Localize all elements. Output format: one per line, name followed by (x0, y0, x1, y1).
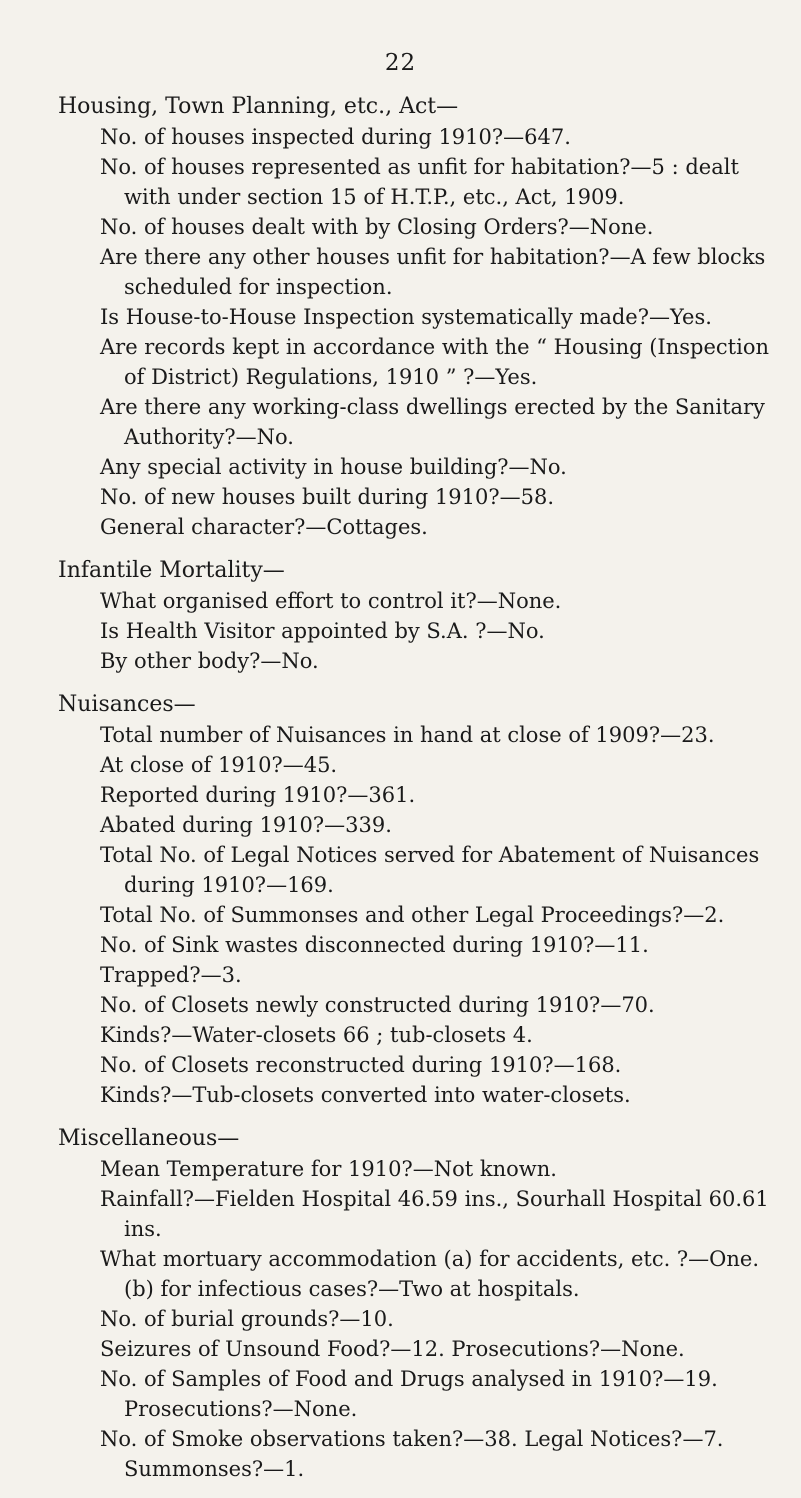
text-line: Seizures of Unsound Food?—12. Prosecutions?—None. (100, 1337, 685, 1361)
text-line: Rainfall?—Fielden Hospital 46.59 ins., Sourhall Hospital 60.61 ins. (100, 1187, 769, 1241)
text-line: No. of new houses built during 1910?—58. (100, 485, 555, 509)
text-line: What organised effort to control it?—None. (100, 589, 562, 613)
section-heading: Infantile Mortality— (58, 558, 285, 583)
document-body (58, 92, 778, 1498)
text-line: Are there any other houses unfit for habitation?—A few blocks scheduled for inspection. (100, 245, 766, 299)
text-line: Reported during 1910?—361. (100, 783, 416, 807)
text-line: Kinds?—Water-closets 66 ; tub-closets 4. (100, 1023, 533, 1047)
text-line: Are records kept in accordance with the “ Housing (Inspection of District) Regulations, 1910 ” ?—Yes. (100, 335, 769, 389)
section-infantile-mortality (58, 556, 778, 676)
text-line: Are there any working-class dwellings erected by the Sanitary Authority?—No. (100, 395, 765, 449)
text-line: No. of Closets reconstructed during 1910?—168. (100, 1053, 622, 1077)
text-line: Any special activity in house building?—No. (100, 455, 567, 479)
text-line: What mortuary accommodation (a) for accidents, etc. ?—One. (b) for infectious cases?—Two at hospitals. (100, 1247, 760, 1301)
section-lines (58, 720, 778, 1110)
text-line: No. of Sink wastes disconnected during 1910?—11. (100, 933, 649, 957)
section-lines (58, 1154, 778, 1484)
text-line: No. of Closets newly constructed during 1910?—70. (100, 993, 655, 1017)
text-line: Total No. of Summonses and other Legal Proceedings?—2. (100, 903, 725, 927)
text-line: Trapped?—3. (100, 963, 242, 987)
text-line: No. of Samples of Food and Drugs analysed in 1910?—19. Prosecutions?—None. (100, 1367, 718, 1421)
section-heading: Miscellaneous— (58, 1126, 240, 1151)
text-line: Kinds?—Tub-closets converted into water-closets. (100, 1083, 631, 1107)
section-nuisances (58, 690, 778, 1110)
text-line: General character?—Cottages. (100, 515, 428, 539)
section-lines (58, 122, 778, 542)
text-line: Total number of Nuisances in hand at close of 1909?—23. (100, 723, 715, 747)
section-housing (58, 92, 778, 542)
text-line: At close of 1910?—45. (100, 753, 338, 777)
text-line: By other body?—No. (100, 649, 319, 673)
text-line: Abated during 1910?—339. (100, 813, 392, 837)
text-line: No. of burial grounds?—10. (100, 1307, 394, 1331)
text-line: Total No. of Legal Notices served for Abatement of Nuisances during 1910?—169. (100, 843, 760, 897)
text-line: Is House-to-House Inspection systematically made?—Yes. (100, 305, 712, 329)
text-line: No. of Smoke observations taken?—38. Legal Notices?—7. Summonses?—1. (100, 1427, 724, 1481)
text-line: No. of houses represented as unfit for habitation?—5 : dealt with under section 15 of H.T.P., etc., Act, 1909. (100, 155, 739, 209)
section-lines (58, 586, 778, 676)
text-line: Mean Temperature for 1910?—Not known. (100, 1157, 557, 1181)
text-line: Is Health Visitor appointed by S.A. ?—No. (100, 619, 545, 643)
section-heading: Housing, Town Planning, etc., Act— (58, 94, 459, 119)
page-number: 22 (384, 50, 417, 76)
text-line: No. of houses dealt with by Closing Orders?—None. (100, 215, 654, 239)
text-line: No. of houses inspected during 1910?—647. (100, 125, 571, 149)
section-miscellaneous (58, 1124, 778, 1484)
section-heading: Nuisances— (58, 692, 196, 717)
